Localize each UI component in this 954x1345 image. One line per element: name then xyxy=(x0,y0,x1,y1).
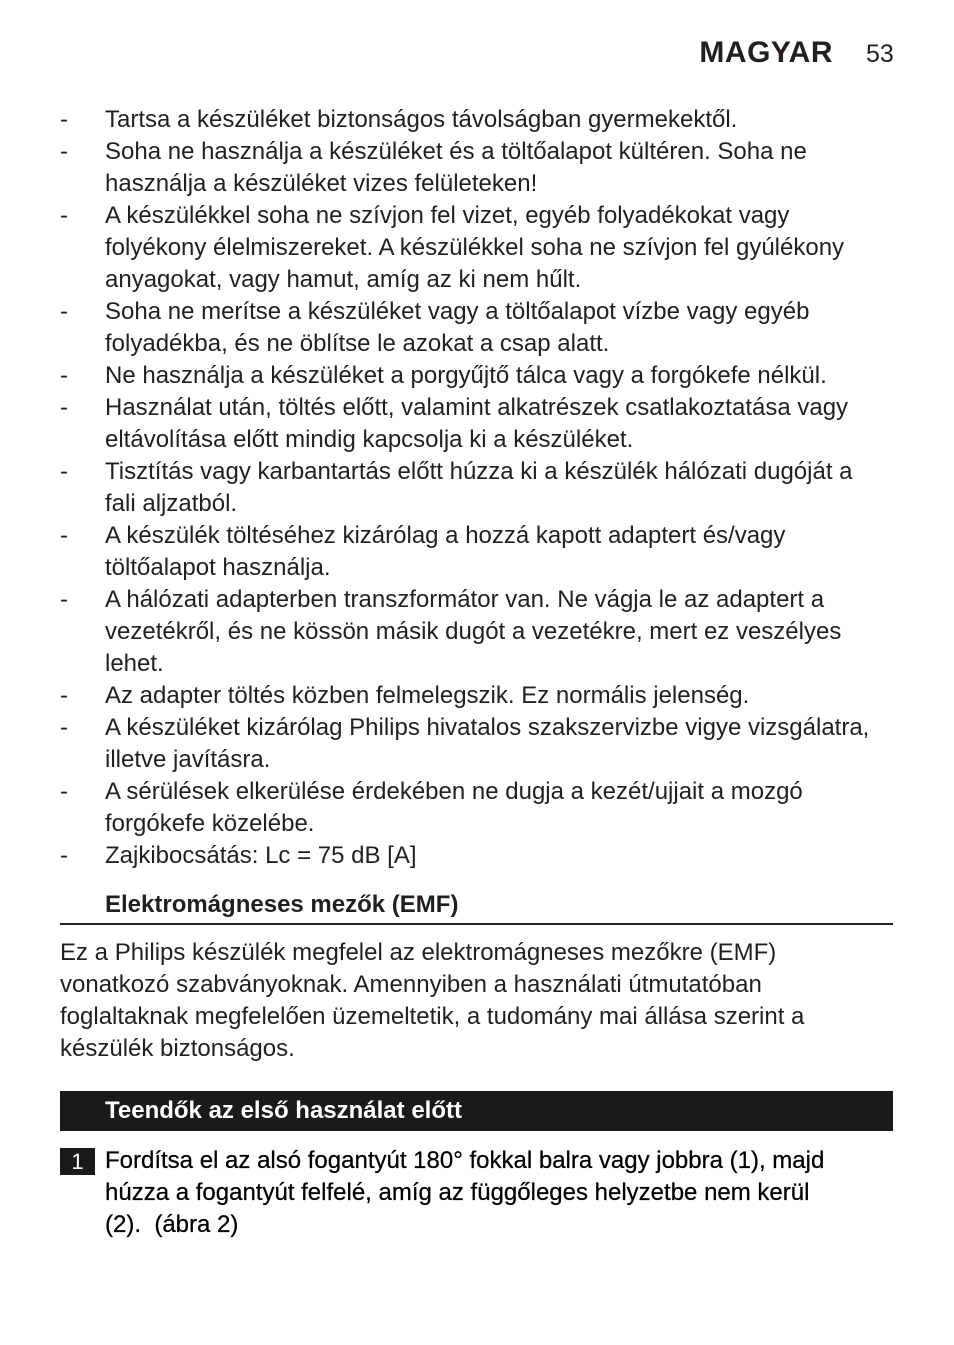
list-bullet: - xyxy=(60,842,68,869)
list-bullet: - xyxy=(60,106,68,133)
list-item-line: Soha ne merítse a készüléket vagy a töltőalapot vízbe vagy egyéb xyxy=(105,298,810,325)
list-bullet: - xyxy=(60,682,68,709)
list-item-line: Tartsa a készüléket biztonságos távolságban gyermekektől. xyxy=(105,106,738,133)
page-number: 53 xyxy=(866,40,894,68)
list-item xyxy=(60,200,893,296)
list-item xyxy=(60,392,893,456)
list-item-line: A készüléket kizárólag Philips hivatalos szakszervizbe vigye vizsgálatra, xyxy=(105,714,870,741)
list-item-line: használja a készüléket vizes felületeken! xyxy=(105,170,538,197)
step-line: (2). (ábra 2) xyxy=(105,1211,239,1238)
first-use-section-bar xyxy=(60,1091,893,1131)
list-item-line: folyadékba, és ne öblítse le azokat a csap alatt. xyxy=(105,330,610,357)
list-item-line: eltávolítása előtt mindig kapcsolja ki a készüléket. xyxy=(105,426,634,453)
list-item-line: Zajkibocsátás: Lc = 75 dB [A] xyxy=(105,842,417,869)
list-item-line: Soha ne használja a készüléket és a töltőalapot kültéren. Soha ne xyxy=(105,138,807,165)
step-line: Fordítsa el az alsó fogantyút 180° fokkal balra vagy jobbra (1), majd xyxy=(105,1147,825,1174)
list-item-line: töltőalapot használja. xyxy=(105,554,331,581)
list-bullet: - xyxy=(60,714,68,741)
list-item xyxy=(60,456,893,520)
list-item-line: folyékony élelmiszereket. A készülékkel soha ne szívjon fel gyúlékony xyxy=(105,234,845,261)
list-item xyxy=(60,712,893,776)
emf-section-heading: Elektromágneses mezők (EMF) xyxy=(105,891,459,918)
list-item xyxy=(60,776,893,840)
list-item-line: vezetékről, és ne kössön másik dugót a vezetékre, mert ez veszélyes xyxy=(105,618,842,645)
list-item-line: forgókefe közelébe. xyxy=(105,810,315,837)
list-item xyxy=(60,520,893,584)
step-item xyxy=(60,1145,893,1241)
step-line: húzza a fogantyút felfelé, amíg az függőleges helyzetbe nem kerül xyxy=(105,1179,810,1206)
list-bullet: - xyxy=(60,202,68,229)
emf-paragraph xyxy=(60,937,893,1065)
list-item-line: Ne használja a készüléket a porgyűjtő tálca vagy a forgókefe nélkül. xyxy=(105,362,827,389)
heading-underline-divider xyxy=(60,923,893,925)
list-item-line: anyagokat, vagy hamut, amíg az ki nem hűlt. xyxy=(105,266,582,293)
list-bullet: - xyxy=(60,586,68,613)
list-item xyxy=(60,360,893,392)
list-bullet: - xyxy=(60,298,68,325)
list-item-line: illetve javításra. xyxy=(105,746,271,773)
list-bullet: - xyxy=(60,778,68,805)
list-item-line: Az adapter töltés közben felmelegszik. Ez normális jelenség. xyxy=(105,682,750,709)
list-item-line: lehet. xyxy=(105,650,164,677)
paragraph-line: vonatkozó szabványoknak. Amennyiben a használati útmutatóban xyxy=(60,971,762,998)
list-item-line: Használat után, töltés előtt, valamint alkatrészek csatlakoztatása vagy xyxy=(105,394,849,421)
list-bullet: - xyxy=(60,138,68,165)
safety-warnings-list xyxy=(60,104,893,872)
list-bullet: - xyxy=(60,458,68,485)
list-item-line: fali aljzatból. xyxy=(105,490,238,517)
list-item xyxy=(60,584,893,680)
list-item xyxy=(60,104,893,136)
list-item-line: Tisztítás vagy karbantartás előtt húzza ki a készülék hálózati dugóját a xyxy=(105,458,853,485)
first-use-section-heading: Teendők az első használat előtt xyxy=(105,1097,462,1124)
section-language-title: MAGYAR xyxy=(699,36,833,69)
list-bullet: - xyxy=(60,362,68,389)
paragraph-line: Ez a Philips készülék megfelel az elektromágneses mezőkre (EMF) xyxy=(60,939,777,966)
list-item-line: A hálózati adapterben transzformátor van. Ne vágja le az adaptert a xyxy=(105,586,825,613)
list-item xyxy=(60,136,893,200)
list-bullet: - xyxy=(60,394,68,421)
list-item xyxy=(60,680,893,712)
list-item-line: A készülékkel soha ne szívjon fel vizet, egyéb folyadékokat vagy xyxy=(105,202,790,229)
paragraph-line: foglaltaknak megfelelően üzemeltetik, a tudomány mai állása szerint a xyxy=(60,1003,805,1030)
step-number-badge: 1 xyxy=(60,1148,95,1175)
list-item-line: A készülék töltéséhez kizárólag a hozzá kapott adaptert és/vagy xyxy=(105,522,786,549)
list-item xyxy=(60,840,893,872)
paragraph-line: készülék biztonságos. xyxy=(60,1035,295,1062)
list-bullet: - xyxy=(60,522,68,549)
list-item xyxy=(60,296,893,360)
list-item-line: A sérülések elkerülése érdekében ne dugja a kezét/ujjait a mozgó xyxy=(105,778,803,805)
